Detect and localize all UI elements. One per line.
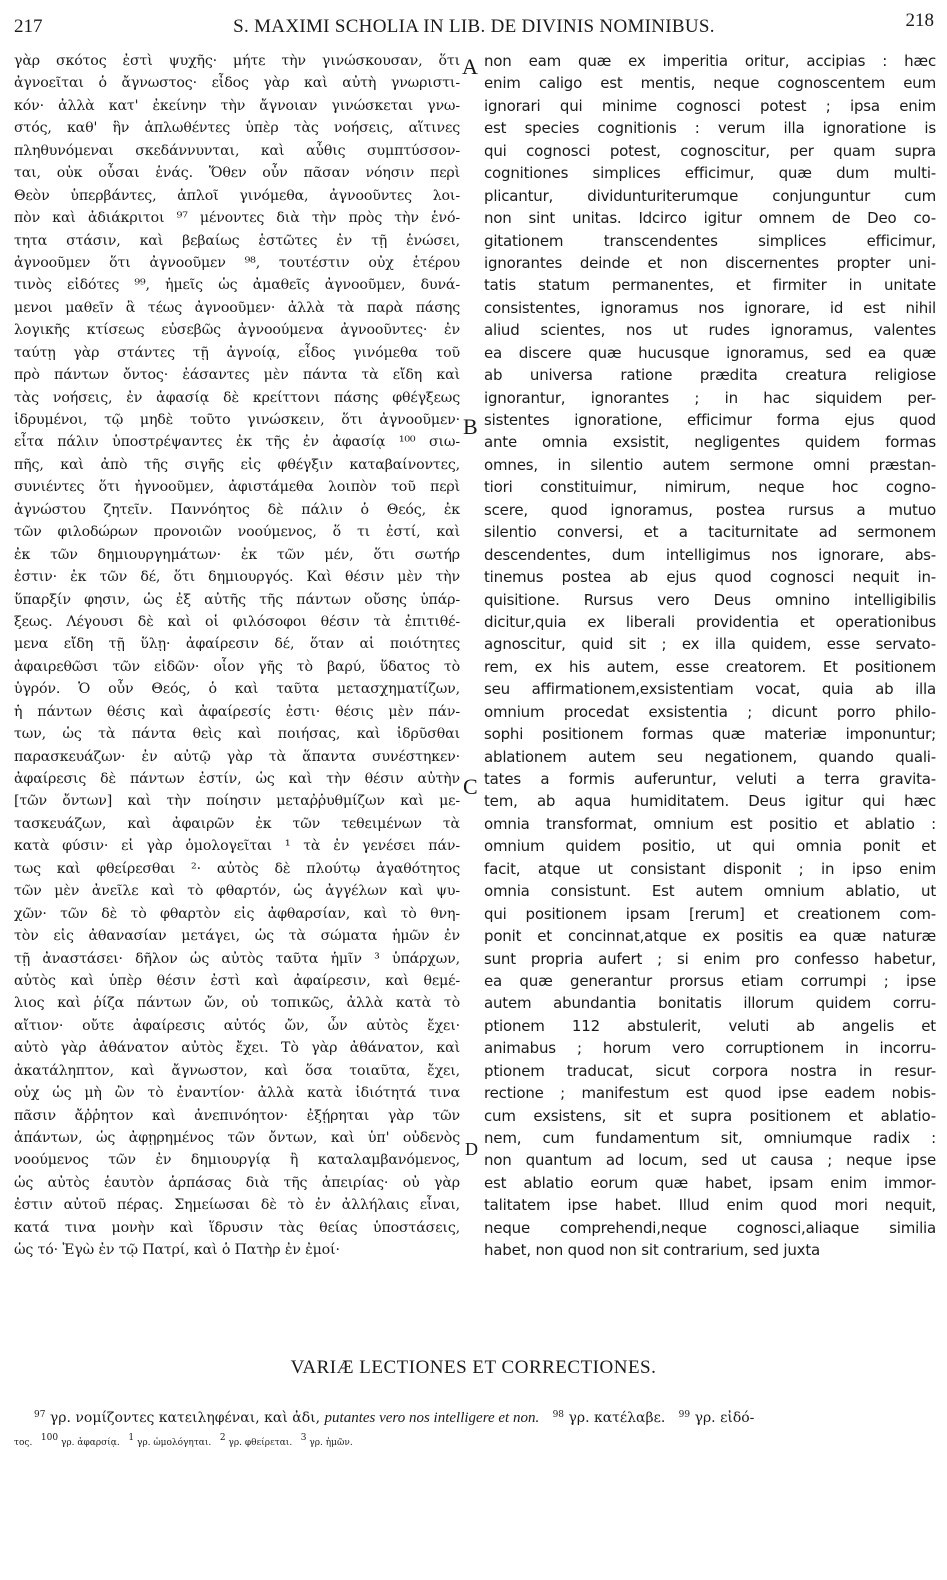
greek-text-line: ται, οὐκ οὖσαι ἑνάς. Ὅθεν οὖν πᾶσαν νόησιν περὶ bbox=[14, 165, 460, 182]
greek-text-line: ὡς τό· Ἐγὼ ἐν τῷ Πατρί, καὶ ὁ Πατὴρ ἐν ἐμοί· bbox=[14, 1242, 340, 1259]
variae-lectiones-heading: VARIÆ LECTIONES ET CORRECTIONES. bbox=[290, 1357, 657, 1378]
greek-text-line: ὡς αὐτὸς ἑαυτὸν ἁρπάσας διὰ τῆς ἀπειρίας· οὐ γὰρ bbox=[14, 1174, 460, 1191]
greek-text-line: νοούμενος τῶν ἐν δημιουργίᾳ ἢ καταλαμβανόμενος, bbox=[14, 1152, 460, 1169]
latin-text-line: ptionem traducat, sicut corpora nostra in resur- bbox=[484, 1061, 936, 1080]
latin-text-line: enim caligo est mentis, neque cognoscentem eum bbox=[484, 74, 936, 93]
greek-text-line: ἡ πάντων θέσις καὶ ἀφαίρεσίς ἐστι· θέσις μὲν πάν- bbox=[14, 703, 460, 720]
greek-text-line: ἀγνώστου ζητεῖν. Παννόητος δὲ πάλιν ὁ Θεός, ἐκ bbox=[14, 501, 460, 518]
greek-text-line: ξεως. Λέγουσι δὲ καὶ οἱ φιλόσοφοι θέσιν τὰ ἐπιτιθέ- bbox=[14, 613, 460, 630]
footnote-marker: 1 bbox=[128, 1433, 135, 1443]
latin-text-column bbox=[484, 50, 936, 1262]
greek-text-line: τασκευάζων, καὶ ἀφαιρῶν ἐκ τῶν τεθειμένων τὰ bbox=[14, 815, 460, 832]
greek-text-line: πὸν καὶ ἀδιάκριτοι ⁹⁷ μένοντες διὰ τὴν πρὸς τὴν ἑνό- bbox=[14, 210, 460, 227]
greek-text-line: οὐχ ὡς μὴ ὢν τὸ ἐναντίον· ἀλλὰ κατὰ ἰδιότητά τινα bbox=[14, 1085, 460, 1102]
greek-text-line: ἀφαίρεσις δὲ πάντων ἐστίν, ὡς καὶ τὴν θέσιν αὐτὴν bbox=[14, 771, 460, 787]
greek-text-line: μενοι μαθεῖν ἃ τέως ἀγνοοῦμεν· ἀλλὰ τὰ παρὰ πάσης bbox=[14, 299, 460, 316]
greek-text-line: παρασκευάζων· ἐν αὐτῷ γὰρ τὰ ἅπαντα συνέστηκεν· bbox=[14, 748, 460, 765]
greek-text-line: ἐστιν αὐτοῦ πέρας. Σημείωσαι δὲ τὸ ἐν ἀλλήλαις εἶναι, bbox=[14, 1197, 460, 1214]
latin-text-line: cognitiones simplices efficimur, quæ dum multi- bbox=[484, 164, 936, 183]
latin-text-line: habet, non quod non sit contrarium, sed juxta bbox=[484, 1241, 821, 1260]
latin-text-line: est ablatio eorum quæ habet, ipsam enim immor- bbox=[484, 1173, 936, 1192]
greek-text-line: λιος καὶ ῥίζα πάντων ὤν, οὐ τοπικῶς, ἀλλὰ κατὰ τὸ bbox=[14, 995, 460, 1012]
latin-text-line: consistentes, ignoramus nos ignorare, id est nihil bbox=[484, 298, 936, 317]
latin-text-line: non eam quæ ex imperitia oritur, accipias : hæc bbox=[484, 52, 936, 70]
latin-text-line: sistentes ignoratione, efficimur forma ejus quod bbox=[484, 411, 936, 429]
greek-text-line: τῶν μὲν ἀνεῖλε καὶ τὸ φθαρτόν, ὡς ἀγγέλων καὶ ψυ- bbox=[14, 883, 460, 900]
latin-text-line: ea quæ generantur prorsus etiam corrumpi ; ipse bbox=[484, 971, 936, 990]
margin-letter-c: C bbox=[463, 774, 478, 799]
latin-text-line: est species cognitionis : verum illa ignoratione is bbox=[484, 119, 936, 138]
greek-text-line: ἀφαιρεθῶσι τῶν εἰδῶν· οἷον γῆς τὸ βαρύ, ὕδατος τὸ bbox=[14, 658, 460, 675]
latin-text-line: rem, ex his autem, esse creatorem. Et positionem bbox=[484, 657, 936, 676]
latin-text-line: ignorari qui minime cognosci potest ; ipsa enim bbox=[484, 96, 936, 115]
latin-text-line: silentio conversi, et a taciturnitate ad sermonem bbox=[484, 523, 936, 542]
footnote-marker: 99 bbox=[678, 1410, 691, 1420]
latin-text-line: non sint unitas. Idcirco igitur omnem de Deo co- bbox=[484, 209, 936, 228]
margin-letter-a: A bbox=[462, 54, 478, 79]
greek-text-line: πρὸ πάντων ὄντος· ἐάσαντες μὲν πάντα τὰ εἴδη καὶ bbox=[14, 367, 460, 384]
latin-text-line: omnium procedat exsistentia ; dicunt porro philo- bbox=[484, 702, 936, 721]
latin-text-line: ante omnia exsistit, negligentes quidem formas bbox=[484, 433, 936, 452]
latin-text-line: rectione ; manifestum est quod ipse eadem nobis- bbox=[484, 1084, 936, 1103]
latin-text-line: descendentes, dum intelligimus nos ignorare, abs- bbox=[484, 545, 936, 564]
footnote-marker: 100 bbox=[40, 1433, 59, 1443]
latin-text-line: agnoscitur, quid sit ; ex illa quidem, esse servato- bbox=[484, 635, 936, 654]
latin-text-line: neque comprehendi,neque cognosci,aliaque similia bbox=[484, 1218, 936, 1237]
greek-text-line: χῶν· τῶν δὲ τὸ φθαρτὸν εἰς ἀφθαρσίαν, καὶ τὸ θνη- bbox=[14, 905, 460, 922]
greek-text-line: εἶτα πάλιν ὑποστρέψαντες ἐκ τῆς ἐν ἀφασίᾳ ¹⁰⁰ σιω- bbox=[14, 434, 460, 451]
footnote-text: γρ. κατέλαβε. bbox=[568, 1410, 666, 1426]
latin-text-line: omnia transformat, omnium est positio et ablatio : bbox=[484, 814, 936, 833]
greek-text-line: τως καὶ φθείρεσθαι ²· αὐτὸς δὲ πλούτῳ ἀγαθότητος bbox=[14, 860, 460, 877]
latin-text-line: gitationem transcendentes simplices efficimur, bbox=[484, 231, 936, 250]
latin-text-line: tinemus postea ab ejus quod cognosci nequit in- bbox=[484, 568, 936, 587]
footnote-text: τος. bbox=[14, 1438, 33, 1448]
greek-text-line: πληθυνόμεναι σκεδάννυνται, καὶ αὖθις συμπτύσσον- bbox=[14, 142, 460, 159]
margin-letter-b: B bbox=[463, 414, 478, 439]
greek-text-line: μενα εἴδη τῇ ὕλῃ· ἀφαίρεσιν δέ, ὅταν αἱ ποιότητες bbox=[14, 636, 460, 653]
greek-text-line: ἀκατάληπτον, καὶ ἄγνωστον, καὶ ὅσα τοιαῦτα, ἔχει, bbox=[14, 1062, 460, 1079]
latin-text-line: tem, ab aqua humiditatem. Deus igitur qui hæc bbox=[484, 792, 936, 811]
latin-text-line: cum exsistens, sit et supra positionem et ablatio- bbox=[484, 1106, 936, 1125]
greek-text-line: ἐστιν· ἐκ τῶν δέ, ὅτι δημιουργός. Καὶ θέσιν μὲν τὴν bbox=[14, 569, 460, 586]
latin-text-line: ea discere quæ hucusque ignoramus, sed ea quæ bbox=[484, 343, 936, 362]
running-title: S. MAXIMI SCHOLIA IN LIB. DE DIVINIS NOMINIBUS. bbox=[233, 16, 715, 37]
margin-letter-d: D bbox=[465, 1139, 478, 1159]
page-number-right: 218 bbox=[905, 10, 934, 31]
greek-text-line: τῇ ἀναστάσει· δῆλον ὡς αὐτὸς ταῦτα ἡμῖν ³ ὑπάρχων, bbox=[14, 950, 460, 967]
greek-text-line: ὑγρόν. Ὁ οὖν Θεός, ὁ καὶ ταῦτα μετασχηματίζων, bbox=[14, 681, 460, 698]
latin-text-line: talitatem ipse habet. Illud enim quod mori nequit, bbox=[484, 1196, 936, 1215]
greek-text-line: τῶν φιλοδώρων προνοιῶν νοούμενος, ὅ τι ἐστί, καὶ bbox=[14, 524, 460, 541]
footnotes bbox=[14, 1405, 924, 1453]
footnote-text: γρ. ὡμολόγηται. bbox=[136, 1438, 212, 1448]
latin-text-line: dicitur,quia ex liberali providentia et operationibus bbox=[484, 612, 936, 631]
latin-text-line: ab universa ratione prædita creatura religiose bbox=[484, 366, 936, 385]
footnote-text: γρ. ἡμῶν. bbox=[309, 1438, 353, 1448]
greek-text-line: ἐκ τῶν δημιουργημάτων· ἐκ τῶν μέν, ὅτι σωτήρ bbox=[14, 546, 460, 563]
footnote-marker: 2 bbox=[219, 1433, 226, 1443]
greek-text-line: αὐτὸς καὶ ὑπὲρ θέσιν ἐστὶ καὶ ἀφαίρεσιν, καὶ θεμέ- bbox=[14, 972, 460, 989]
greek-text-line: τὰς νοήσεις, ἐν ἀφασίᾳ δὲ κρείττονι πάσης φθέγξεως bbox=[14, 389, 460, 406]
latin-text-line: tates a formis auferuntur, veluti a terra gravita- bbox=[484, 770, 936, 788]
greek-text-line: κόν· ἀλλὰ κατ' ἐκείνην τὴν ἄγνοιαν γινώσκεται γνω- bbox=[14, 97, 460, 114]
greek-text-line: κατὰ φύσιν· εἰ γὰρ ὁμολογεῖται ¹ τὰ ἐν γενέσει πάν- bbox=[14, 838, 460, 855]
latin-text-line: sophi positionem formas quæ materiæ imponuntur; bbox=[484, 725, 936, 744]
greek-text-line: τὸν εἰς ἀθανασίαν μετάγει, ὡς τὰ σώματα ἡμῶν ἐν bbox=[14, 928, 460, 945]
latin-text-line: ptionem 112 abstulerit, veluti ab angelis et bbox=[484, 1016, 936, 1035]
footnote-line-2 bbox=[14, 1428, 924, 1453]
footnote-marker: 98 bbox=[552, 1410, 565, 1420]
greek-text-line: λογικῆς κτίσεως εὐσεβῶς ἀγνοούμενα ἀγνοοῦντες· ἐν bbox=[14, 322, 460, 339]
greek-text-line: στός, καθ' ἣν ἁπλωθέντες ὑπὲρ τὰς νοήσεις, αἵτινες bbox=[14, 120, 460, 137]
greek-text-line: ὕπαρξίν φησιν, ὡς ἐξ αὐτῆς τῆς πάντων οὔσης ὑπάρ- bbox=[14, 591, 460, 608]
greek-text-line: Θεὸν ὑπερβάντες, ἁπλοῖ γινόμεθα, ἀγνοοῦντες λοι- bbox=[14, 187, 460, 204]
footnote-latin: putantes vero nos intelligere et non. bbox=[324, 1410, 540, 1426]
latin-text-line: autem abundantia bonitatis illorum quidem corru- bbox=[484, 994, 936, 1013]
greek-text-line: ἀγνοεῖται ὁ ἄγνωστος· εἶδος γὰρ καὶ αὐτὴ γνωριστι- bbox=[14, 75, 460, 92]
greek-text-line: τινὸς εἰδότες ⁹⁹, ἡμεῖς ὡς ἀμαθεῖς ἀγνοοῦμεν, δυνά- bbox=[14, 277, 460, 294]
latin-text-line: qui positionem ipsam [rerum] et creationem com- bbox=[484, 904, 936, 923]
greek-text-line: αὐτὸ γὰρ ἀθάνατον αὐτὸς ἔχει. Τὸ γὰρ ἀθάνατον, καὶ bbox=[14, 1040, 460, 1057]
greek-text-line: κατά τινα μονὴν καὶ ἵδρυσιν τὰς θείας ὑποστάσεις, bbox=[14, 1219, 460, 1236]
latin-text-line: omnia consistunt. Est autem omnium ablatio, ut bbox=[484, 882, 936, 901]
latin-text-line: plicantur, dividunturiterumque conjunguntur cum bbox=[484, 186, 936, 205]
greek-text-line: πᾶσιν ἄῤῥητον καὶ ἀνεπινόητον· ἐξῄρηται γὰρ τῶν bbox=[14, 1107, 460, 1124]
footnote-text: γρ. φθείρεται. bbox=[228, 1438, 293, 1448]
greek-text-line: αἴτιον· οὔτε ἀφαίρεσις αὐτός ὤν, ὧν αὐτὸς ἔχει· bbox=[14, 1017, 460, 1034]
latin-text-line: qui cognosci potest, cognoscitur, per quam supra bbox=[484, 141, 936, 160]
greek-text-line: συνιέντες ὅτι ἠγνοοῦμεν, ἀφιστάμεθα λοιπὸν τοῦ περὶ bbox=[14, 479, 460, 496]
latin-text-line: quisitione. Rursus vero Deus omnino intelligibilis bbox=[484, 590, 936, 609]
latin-text-line: scere, quod ignoramus, postea rursus a mutuo bbox=[484, 500, 936, 519]
footnote-line-1 bbox=[34, 1405, 924, 1428]
footnote-marker: 3 bbox=[300, 1433, 307, 1443]
greek-text-line: τητα στάσιν, καὶ βεβαίως ἑστῶτες ἐν τῇ ἑνώσει, bbox=[14, 232, 460, 249]
greek-text-line: ἀγνοοῦμεν ὅτι ἀγνοοῦμεν ⁹⁸, τουτέστιν οὐχ ἑτέρου bbox=[14, 254, 460, 271]
latin-text-line: omnes, in silentio autem sermone omni præstan- bbox=[484, 455, 936, 474]
footnote-text: γρ. ἀφαρσίᾳ. bbox=[60, 1438, 120, 1448]
latin-text-line: facit, atque ut consistant disponit ; in ipso enim bbox=[484, 859, 936, 878]
latin-text-line: animabus ; horum vero corruptionem in incorru- bbox=[484, 1039, 936, 1058]
greek-text-line: [τῶν ὄντων] καὶ τὴν ποίησιν μεταῤῥυθμίζων καὶ με- bbox=[14, 793, 460, 810]
greek-text-line: ἱδρυμένοι, τῷ μηδὲ τοῦτο γινώσκειν, ὅτι ἀγνοοῦμεν· bbox=[14, 412, 460, 428]
latin-text-line: non quantum ad locum, sed ut causa ; neque ipse bbox=[484, 1151, 936, 1170]
latin-text-line: tatis statum permanentes, et firmiter in unitate bbox=[484, 276, 936, 295]
latin-text-line: sunt propria aufert ; si enim pro confesso habetur, bbox=[484, 949, 936, 968]
latin-text-line: seu affirmationem,exsistentiam vocat, quia ab illa bbox=[484, 680, 936, 699]
latin-text-line: ponit et concinnat,atque ex positis ea quæ naturæ bbox=[484, 927, 936, 946]
greek-text-line: των, ὡς τὰ πάντα θεὶς καὶ ποιήσας, καὶ ἱδρῦσθαι bbox=[14, 726, 460, 743]
greek-text-line: ταύτῃ γὰρ στάντες τῇ ἀγνοίᾳ, εἶδος γινόμεθα τοῦ bbox=[14, 344, 460, 361]
page-number-left: 217 bbox=[14, 16, 43, 37]
footnote-text: γρ. εἰδό- bbox=[694, 1410, 755, 1426]
latin-text-line: ignorantur, ignorantes ; in hac siquidem per- bbox=[484, 388, 936, 407]
footnote-marker: 97 bbox=[34, 1410, 46, 1420]
greek-text-column bbox=[14, 50, 460, 1262]
latin-text-line: tiori constituimur, nimirum, neque hoc cogno- bbox=[484, 478, 936, 497]
latin-text-line: omnium quidem positio, ut qui omnia ponit et bbox=[484, 837, 936, 856]
greek-text-line: ἁπάντων, ὡς ἀφῃρημένος τῶν ὄντων, καὶ ὑπ' οὐδενὸς bbox=[14, 1130, 460, 1146]
footnote-text: γρ. νομίζοντες κατειληφέναι, καὶ ἀδι, bbox=[49, 1410, 321, 1426]
latin-text-line: ablationem autem seu negationem, quando quali- bbox=[484, 747, 936, 766]
page-header bbox=[14, 10, 934, 40]
latin-text-line: aliud scientes, nos ut rudes ignoramus, valentes bbox=[484, 321, 936, 340]
latin-text-line: nem, cum fundamentum sit, omniumque radix : bbox=[484, 1129, 936, 1147]
greek-text-line: πῆς, καὶ ἀπὸ τῆς σιγῆς εἰς φθέγξιν καταβαίνοντες, bbox=[14, 456, 460, 473]
latin-text-line: ignorantes deinde et non discernentes propter uni- bbox=[484, 253, 936, 272]
greek-text-line: γὰρ σκότος ἐστὶ ψυχῆς· μήτε τὴν γινώσκουσαν, ὅτι bbox=[14, 53, 460, 69]
